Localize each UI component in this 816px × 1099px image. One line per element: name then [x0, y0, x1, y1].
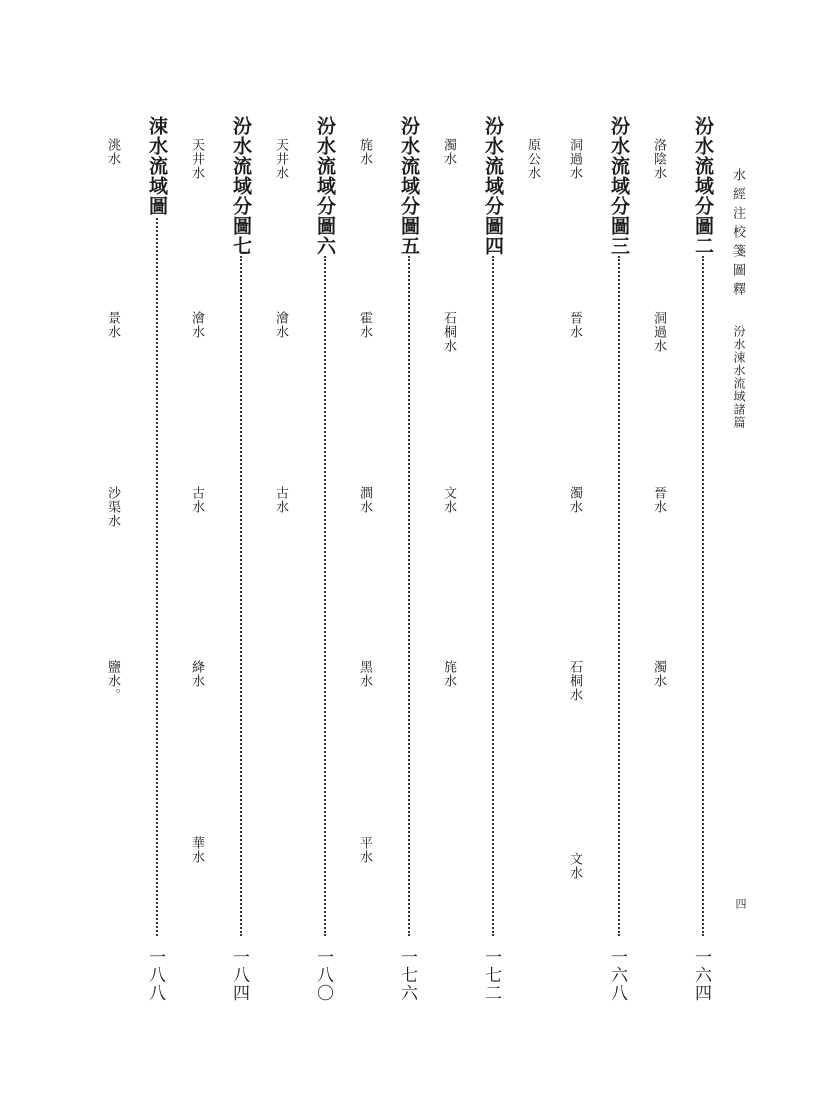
toc-leader [156, 218, 158, 936]
folio-number: 四 [734, 898, 747, 909]
toc-subentry: 沙渠水 [105, 486, 120, 528]
toc-page-number: 一八四 [229, 948, 249, 1002]
toc-subentry: 澮水 [189, 311, 204, 339]
toc-leader [408, 256, 410, 936]
toc-subentry: 澗水 [357, 486, 372, 514]
toc-leader [240, 256, 242, 936]
toc-subentry: 黑水 [357, 660, 372, 688]
toc-subentry: 霍水 [357, 311, 372, 339]
toc-subentry: 濁水 [441, 138, 456, 166]
toc-subentry: 景水 [105, 311, 120, 339]
toc-page-number: 一八〇 [313, 948, 333, 1002]
toc-subentry: 晉水 [651, 486, 666, 514]
toc-heading[interactable]: 汾水流域分圖三 [608, 116, 630, 256]
toc-page-number: 一六八 [607, 948, 627, 1002]
toc-subentry: 華水 [189, 836, 204, 864]
toc-subentry: 原公水 [525, 138, 540, 180]
toc-heading[interactable]: 汾水流域分圖二 [692, 116, 714, 256]
toc-page-number: 一七二 [481, 948, 501, 1002]
toc-subentry: 天井水 [189, 138, 204, 180]
toc-subentry: 平水 [357, 836, 372, 864]
toc-subentry: 文水 [567, 852, 582, 880]
toc-subentry: 洞過水 [567, 138, 582, 180]
toc-leader [324, 256, 326, 936]
toc-page-number: 一七六 [397, 948, 417, 1002]
toc-subentry: 澮水 [273, 311, 288, 339]
toc-subentry: 旄水 [357, 138, 372, 166]
toc-heading[interactable]: 汾水流域分圖五 [398, 116, 420, 256]
toc-subentry: 濁水 [651, 660, 666, 688]
toc-leader [492, 256, 494, 936]
toc-subentry: 絳水 [189, 660, 204, 688]
toc-leader [702, 256, 704, 936]
toc-subentry: 古水 [273, 486, 288, 514]
toc-subentry: 文水 [441, 486, 456, 514]
toc-heading[interactable]: 汾水流域分圖四 [482, 116, 504, 256]
toc-subentry: 天井水 [273, 138, 288, 180]
section-title: 汾水涑水流域諸篇 [732, 325, 746, 429]
toc-subentry: 洮水 [105, 138, 120, 166]
toc-page-number: 一六四 [691, 948, 711, 1002]
toc-subentry: 石桐水 [441, 311, 456, 353]
toc-heading[interactable]: 汾水流域分圖六 [314, 116, 336, 256]
toc-subentry: 晉水 [567, 311, 582, 339]
book-title: 水經注校箋圖釋 [730, 168, 745, 301]
toc-heading[interactable]: 涑水流域圖 [146, 116, 168, 216]
toc-subentry: 濁水 [567, 486, 582, 514]
toc-subentry: 旄水 [441, 660, 456, 688]
toc-leader [618, 256, 620, 936]
toc-subentry: 古水 [189, 486, 204, 514]
toc-subentry: 鹽水。 [105, 660, 120, 702]
toc-subentry: 洞過水 [651, 311, 666, 353]
toc-heading[interactable]: 汾水流域分圖七 [230, 116, 252, 256]
toc-page-number: 一八八 [145, 948, 165, 1002]
toc-subentry: 石桐水 [567, 660, 582, 702]
toc-subentry: 洛陰水 [651, 138, 666, 180]
